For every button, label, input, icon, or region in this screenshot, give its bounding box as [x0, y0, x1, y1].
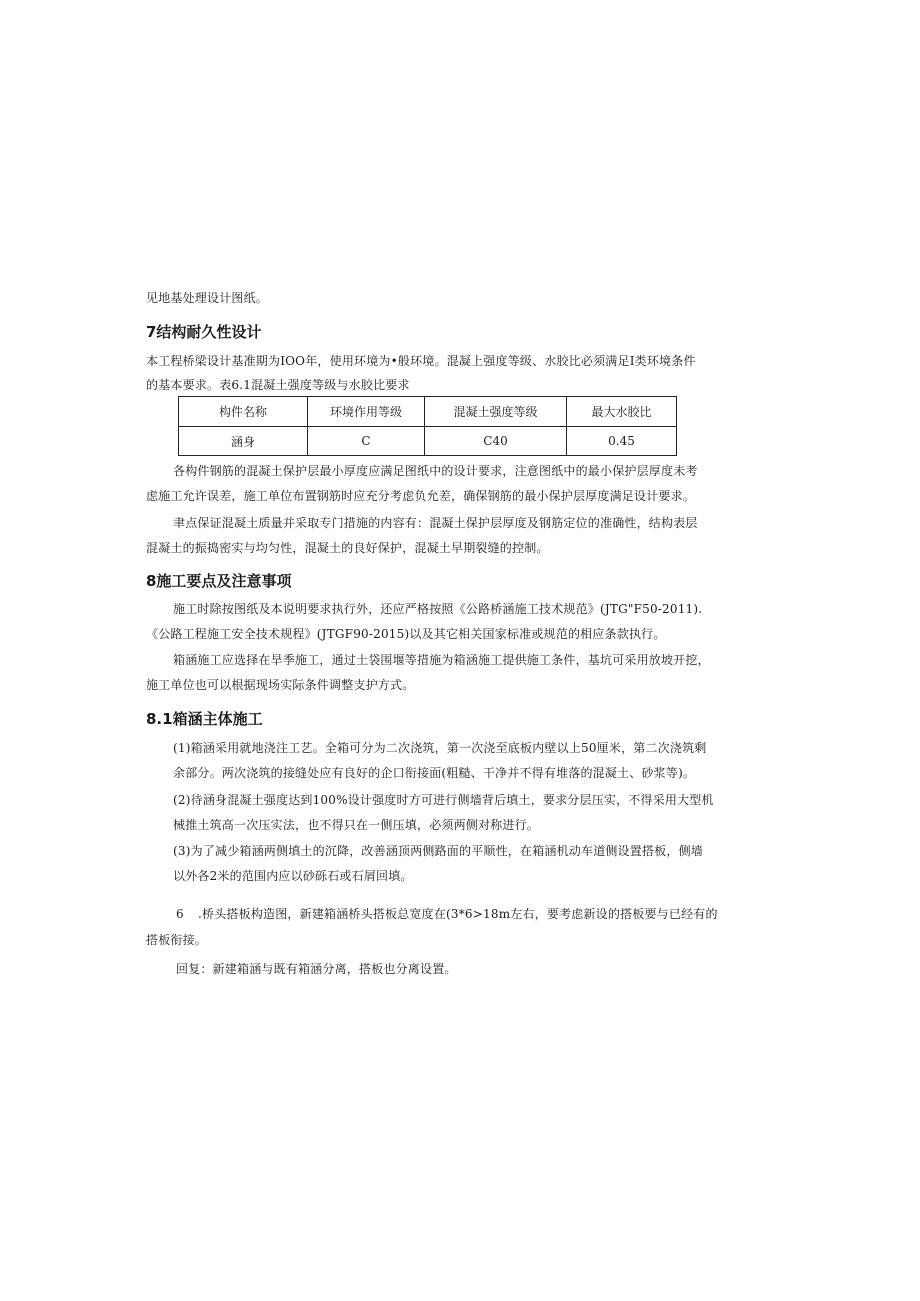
- paragraph-standards-line-1: 施工时除按图纸及本说明要求执行外，还应严格按照《公路桥涵施工技术规范》(JTG"F50-2011).: [173, 602, 703, 616]
- paragraph-season-line-1: 箱涵施工应选择在旱季施工，通过土袋围堰等措施为箱涵施工提供施工条件，基坑可采用放坡开挖，: [173, 653, 710, 667]
- list-item-2-line-1: (2)待涵身混凝土强度达到100%设计强度时方可进行侧墙背后填土，要求分层压实，不得采用大型机: [173, 793, 714, 807]
- section-heading-8: 8施工要点及注意事项: [146, 572, 292, 590]
- question-line-1: .桥头搭板构造图，新建箱涵桥头搭板总宽度在(3*6>18m左右，要考虑新设的搭板要与已经有的: [198, 907, 718, 921]
- table-cell: 0.45: [567, 427, 677, 456]
- list-item-1-line-1: (1)箱涵采用就地浇注工艺。全箱可分为二次浇筑，第一次浇至底板内壁以上50厘米，第二次浇筑剩: [173, 741, 707, 755]
- paragraph-cover-line-1: 各构件钢筋的混凝土保护层最小厚度应满足图纸中的设计要求，注意图纸中的最小保护层厚度未考: [173, 464, 698, 478]
- paragraph-quality-line-2: 混凝土的振捣密实与均匀性，混凝土的良好保护，混凝土早期裂缝的控制。: [146, 541, 549, 555]
- list-item-2-line-2: 械推土筑高一次压实法，也不得只在一侧压填，必须两侧对称进行。: [173, 818, 540, 832]
- table-cell: 涵身: [179, 427, 308, 456]
- paragraph-durability-line-1: 本工程桥梁设计基准期为IOO年，使用环境为•般环境。混凝上强度等级、水胶比必须满足I类环境条件: [146, 354, 696, 368]
- table-row: [179, 427, 677, 456]
- list-item-1-line-2: 余部分。两次浇筑的接缝处应有良好的企口衔接面(粗糙、干净并不得有堆落的混凝土、砂浆等)。: [173, 766, 696, 780]
- table-header-cell: 最大水胶比: [567, 397, 677, 427]
- paragraph-quality-line-1: 聿点保证混凝土质量并采取专门措施的内容有：混凝土保护层厚度及钢筋定位的准确性，结构表层: [173, 516, 698, 530]
- table-cell: C: [308, 427, 425, 456]
- question-line-2: 搭板衔接。: [146, 933, 208, 947]
- paragraph-cover-line-2: 虑施工允许误差，施工单位布置钢筋时应充分考虑负允差，确保钢筋的最小保护层厚度满足设计要求。: [146, 489, 696, 503]
- paragraph-foundation-ref: 见地基处理设计图纸。: [146, 291, 269, 305]
- concrete-spec-table: [178, 396, 677, 456]
- table-header-row: [179, 397, 677, 427]
- reply-text: 回复：新建箱涵与既有箱涵分离，搭板也分离设置。: [176, 962, 457, 976]
- list-item-3-line-1: (3)为了减少箱涵两侧填土的沉降，改善涵顶两侧路面的平顺性，在箱涵机动车道侧设置搭板，侧墙: [173, 844, 704, 858]
- table-cell: C40: [425, 427, 567, 456]
- paragraph-standards-line-2: 《公路工程施工安全技术规程》(JTGF90-2015)以及其它相关国家标准或规范的相应条款执行。: [146, 627, 666, 641]
- list-item-3-line-2: 以外各2米的范围内应以砂砾石或石屑回填。: [173, 869, 413, 883]
- paragraph-season-line-2: 施工单位也可以根据现场实际条件调整支护方式。: [146, 678, 415, 692]
- section-heading-8-1: 8.1箱涵主体施工: [146, 710, 263, 728]
- paragraph-durability-line-2: 的基本要求。表6.1混凝土强度等级与水胶比要求: [146, 378, 410, 392]
- table-header-cell: 环境作用等级: [308, 397, 425, 427]
- section-heading-7: 7结构耐久性设计: [146, 323, 262, 341]
- table-header-cell: 混凝土强度等级: [425, 397, 567, 427]
- question-number: 6: [176, 907, 184, 921]
- table-header-cell: 构件名称: [179, 397, 308, 427]
